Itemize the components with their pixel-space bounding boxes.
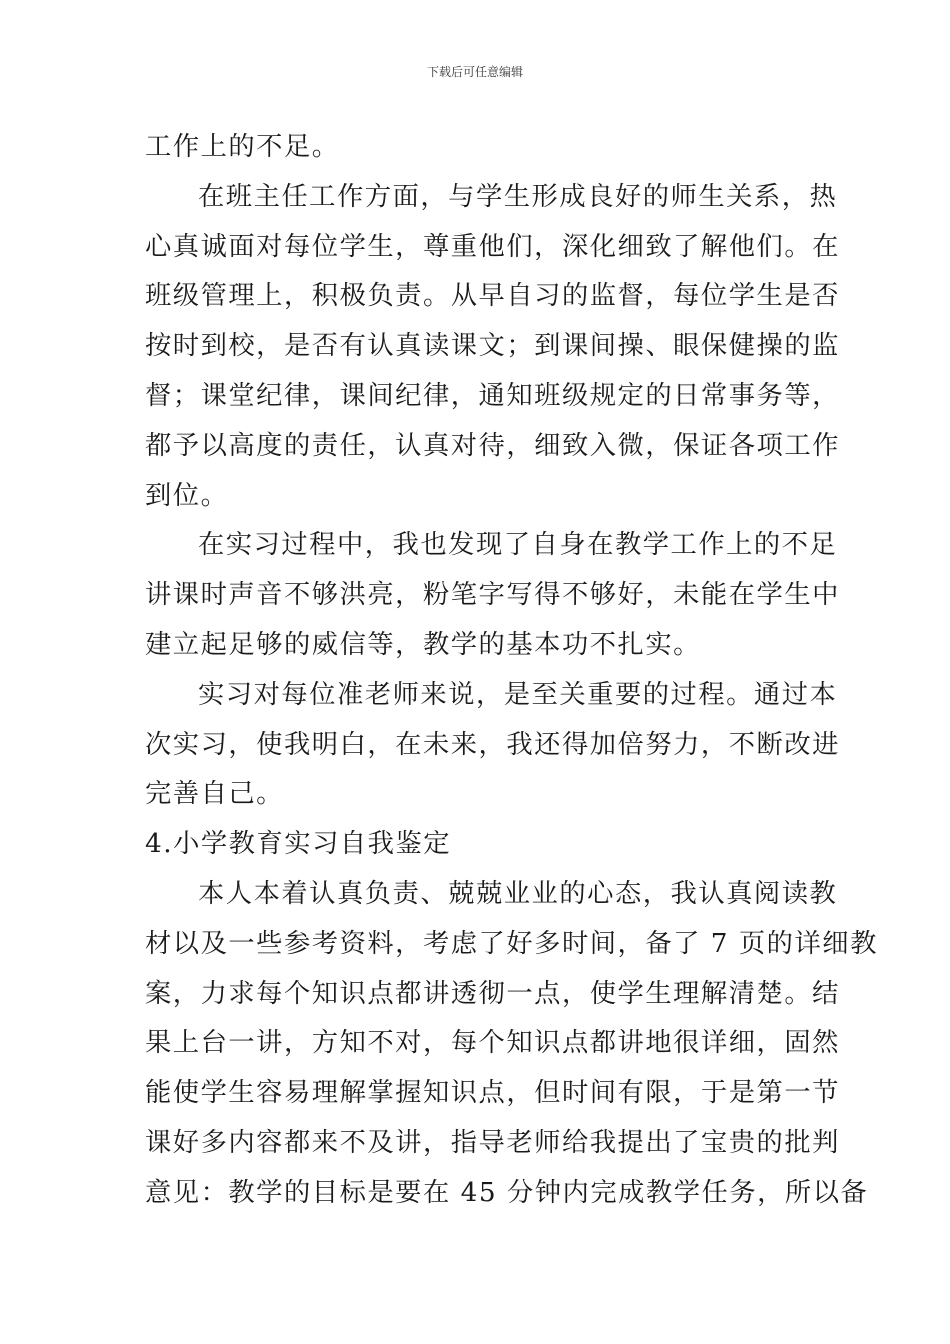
page-header: 下载后可任意编辑	[426, 65, 523, 79]
text-line-10: 讲课时声音不够洪亮，粉笔字写得不够好，未能在学生中	[145, 580, 840, 611]
text-line-13: 次实习，使我明白，在未来，我还得加倍努力，不断改进	[145, 729, 840, 760]
text-line-7: 都予以高度的责任，认真对待，细致入微，保证各项工作	[145, 430, 840, 461]
text-line-8: 到位。	[145, 480, 229, 511]
text-line-20: 能使学生容易理解掌握知识点，但时间有限，于是第一节	[145, 1078, 840, 1109]
text-line-17: 材以及一些参考资料，考虑了好多时间，备了 7 页的详细教	[145, 928, 878, 959]
document-body	[145, 127, 878, 1223]
text-line-1: 工作上的不足。	[145, 132, 340, 162]
paragraph-start-line-9: 在实习过程中，我也发现了自身在教学工作上的不足	[198, 530, 838, 561]
paragraph-start-line-16: 本人本着认真负责、兢兢业业的心态，我认真阅读教	[198, 878, 838, 909]
text-line-5: 按时到校，是否有认真读课文；到课间操、眼保健操的监	[145, 331, 840, 362]
text-line-22: 意见：教学的目标是要在 45 分钟内完成教学任务，所以备	[145, 1177, 869, 1208]
section-heading: 4.小学教育实习自我鉴定	[145, 829, 452, 860]
paragraph-start-line-12: 实习对每位准老师来说，是至关重要的过程。通过本	[198, 679, 838, 710]
text-line-11: 建立起足够的威信等，教学的基本功不扎实。	[145, 629, 701, 660]
text-line-4: 班级管理上，积极负责。从早自习的监督，每位学生是否	[145, 281, 840, 312]
text-line-21: 课好多内容都来不及讲，指导老师给我提出了宝贵的批判	[145, 1127, 840, 1158]
text-line-18: 案，力求每个知识点都讲透彻一点，使学生理解清楚。结	[145, 978, 840, 1009]
text-line-3: 心真诚面对每位学生，尊重他们，深化细致了解他们。在	[145, 231, 840, 262]
text-line-19: 果上台一讲，方知不对，每个知识点都讲地很详细，固然	[145, 1028, 840, 1059]
text-line-6: 督；课堂纪律，课间纪律，通知班级规定的日常事务等，	[145, 380, 840, 411]
text-line-14: 完善自己。	[145, 779, 284, 810]
paragraph-start-line-2: 在班主任工作方面，与学生形成良好的师生关系，热	[198, 181, 838, 212]
